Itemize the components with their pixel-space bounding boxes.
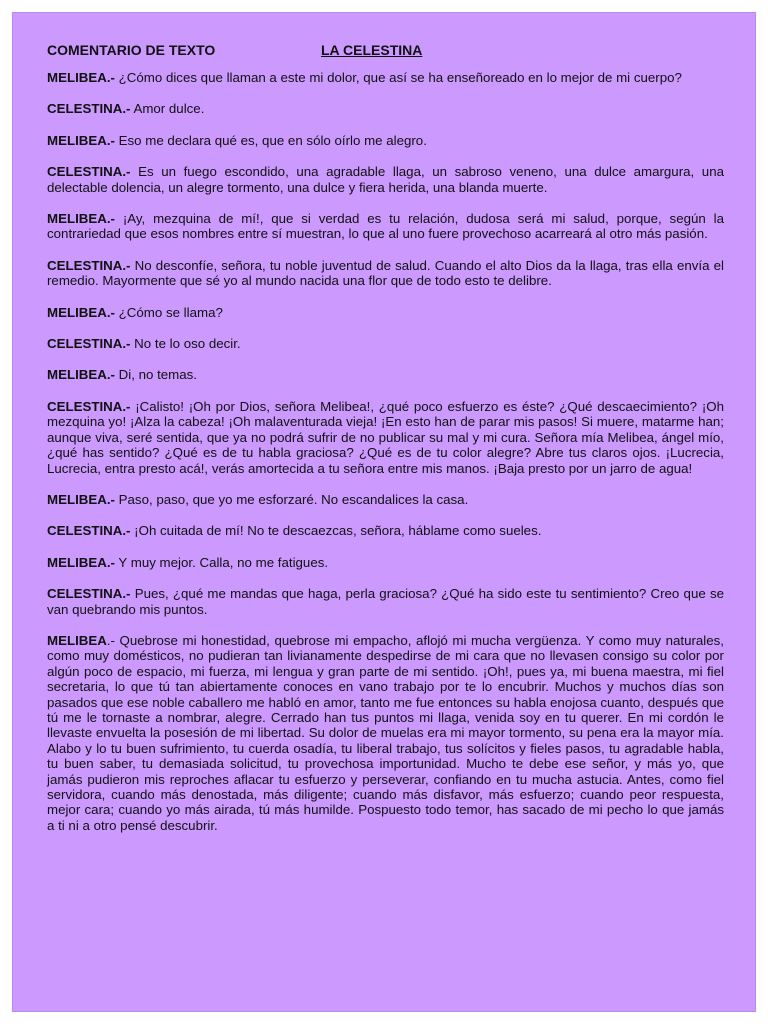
dialogue-text: ¿Cómo se llama? — [114, 304, 223, 320]
speaker-name: CELESTINA.- — [47, 101, 131, 117]
speaker-name: MELIBEA.- — [47, 491, 115, 507]
dialogue-text: Eso me declara qué es, que en sólo oírlo me alegro. — [114, 132, 427, 148]
speaker-name: MELIBEA.- — [47, 367, 115, 383]
dialogue-paragraph — [47, 367, 724, 382]
dialogue-text: No desconfíe, señora, tu noble juventud de salud. Cuando el alto Dios da la llaga, tras ella envía el remedio. Mayormente que sé yo al mundo nacida una flor que de todo esto te delibre. — [47, 257, 724, 289]
speaker-name: CELESTINA.- — [47, 336, 131, 352]
dialogue-paragraph — [47, 336, 724, 351]
dialogue-text: Es un fuego escondido, una agradable llaga, un sabroso veneno, una dulce amargura, una delectable dolencia, un alegre tormento, una dulce y fiera herida, una blanda muerte. — [47, 164, 724, 195]
speaker-name: CELESTINA.- — [47, 523, 131, 539]
dialogue-paragraph — [47, 523, 724, 538]
speaker-name: MELIBEA.- — [47, 304, 115, 320]
dialogue-paragraph — [47, 258, 724, 289]
speaker-name: CELESTINA.- — [47, 164, 131, 180]
dialogue-text: .- Quebrose mi honestidad, quebrose mi empacho, aflojó mi mucha vergüenza. Y como muy naturales, como muy domésticos, no pudieran tan livianamente despedirse de mi cara que no llevasen consigo su color por algún poco de espacio, mi fuerza, mi lengua y gran parte de mi sentido. ¡Oh!, pues ya, mi buena maestra, mi fiel secretaria, lo que tú tan abiertamente conoces en vano trabajo por te lo encubrir. Muchos y muchos días son pasados que ese noble caballero me habló en amor, tanto me fue entonces su habla enojosa cuanto, después que tú me le tornaste a nombrar, alegre. Cerrado han tus puntos mi llaga, venida soy en tu querer. En mi cordón le llevaste envuelta la posesión de mi libertad. Su dolor de muelas era mi mayor tormento, su pena era la mayor mía. Alabo y lo tu buen sufrimiento, tu cuerda osadía, tu liberal trabajo, tus solícitos y fieles pasos, tu agradable habla, tu buen saber, tu demasiada solicitud, tu provechosa importunidad. Mucho te debe ese señor, y más yo, que jamás pudieron mis reproches aflacar tu esfuerzo y perseverar, confiando en tu mucha astucia. Antes, como fiel servidora, cuando más denostada, más diligente; cuando más disfavor, más esfuerzo; cuando peor respuesta, mejor cara; cuando yo más airada, tú más humilde. Pospuesto todo temor, has sacado de mi pecho lo que jamás a ti ni a otro pensé descubrir. — [47, 632, 724, 833]
dialogue-paragraph — [47, 492, 724, 507]
dialogue-text: ¡Ay, mezquina de mí!, que si verdad es tu relación, dudosa será mi salud, porque, según la contrariedad que esos nombres entre sí muestran, lo que al uno fuere provechoso acarreará al otro más pasión. — [47, 211, 724, 242]
dialogue-text: ¿Cómo dices que llaman a este mi dolor, que así se ha enseñoreado en lo mejor de mi cuerpo? — [114, 70, 682, 85]
speaker-name: CELESTINA.- — [47, 586, 131, 602]
dialogue-text: ¡Calisto! ¡Oh por Dios, señora Melibea!, ¿qué poco esfuerzo es éste? ¿Qué descaecimiento? ¡Oh mezquina yo! ¡Alza la cabeza! ¡Oh malaventurada vieja! ¡En esto han de parar mis pasos! Si muere, matarme han; aunque viva, seré sentida, que ya no podrá sufrir de no publicar su mal y mi cura. Señora mía Melibea, ángel mío, ¿qué has sentido? ¿Qué es de tu habla graciosa? ¿Qué es de tu color alegre? Abre tus claros ojos. ¡Lucrecia, Lucrecia, entra presto acá!, verás amortecida a tu señora entre mis manos. ¡Baja presto por un jarro de agua! — [47, 398, 724, 476]
dialogue-text: Paso, paso, que yo me esforzaré. No escandalices la casa. — [114, 491, 469, 507]
dialogue-paragraph — [47, 164, 724, 195]
dialogue-text: ¡Oh cuitada de mí! No te descaezcas, señora, háblame como sueles. — [130, 523, 542, 539]
dialogue-paragraph — [47, 101, 724, 116]
dialogue-text: Y muy mejor. Calla, no me fatigues. — [114, 554, 329, 570]
dialogue-paragraph — [47, 70, 724, 85]
speaker-name: MELIBEA.- — [47, 70, 115, 85]
heading-work-title: LA CELESTINA — [321, 42, 423, 58]
dialogue-paragraph — [47, 555, 724, 570]
speaker-name: CELESTINA.- — [47, 257, 131, 273]
document-content — [47, 43, 724, 849]
dialogue-paragraph — [47, 133, 724, 148]
speaker-name: MELIBEA.- — [47, 554, 115, 570]
document-page — [12, 12, 756, 1012]
speaker-name: CELESTINA.- — [47, 398, 131, 414]
dialogue-text: Di, no temas. — [114, 367, 197, 383]
speaker-name: MELIBEA.- — [47, 211, 115, 227]
speaker-name: MELIBEA — [47, 632, 107, 648]
dialogue-text: Pues, ¿qué me mandas que haga, perla graciosa? ¿Qué ha sido este tu sentimiento? Creo que se van quebrando mis puntos. — [47, 586, 724, 617]
dialogue-paragraph — [47, 305, 724, 320]
document-heading — [47, 43, 724, 59]
dialogue-paragraph — [47, 586, 724, 617]
dialogue-paragraph — [47, 399, 724, 476]
heading-title: COMENTARIO DE TEXTO — [47, 42, 216, 58]
dialogue-paragraph — [47, 211, 724, 242]
dialogue-paragraph — [47, 633, 724, 833]
dialogue-text: No te lo oso decir. — [130, 336, 241, 352]
speaker-name: MELIBEA.- — [47, 132, 115, 148]
dialogue-text: Amor dulce. — [130, 101, 205, 117]
